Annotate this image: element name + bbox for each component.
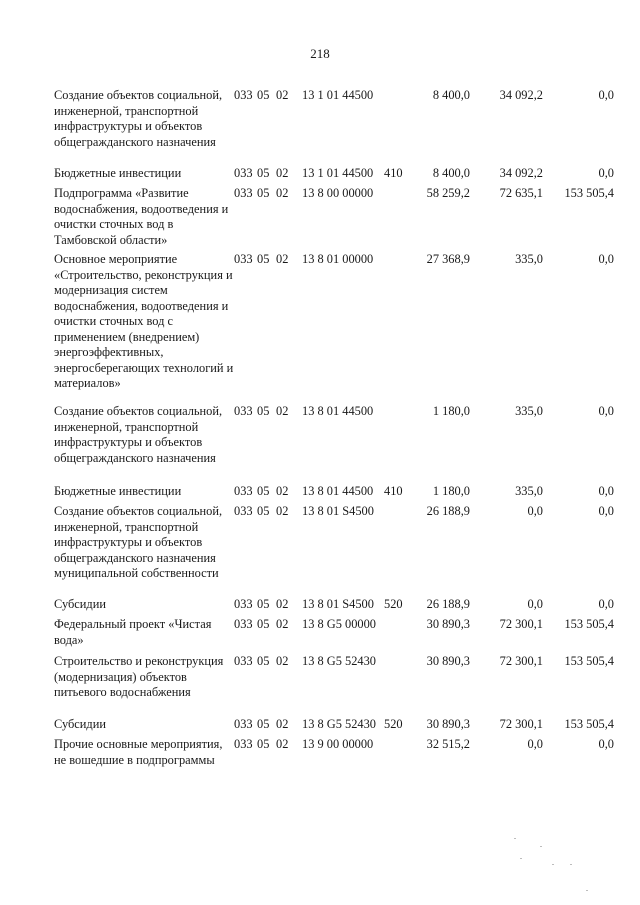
subsection-code: 02 bbox=[276, 404, 289, 418]
amount-year-3: 0,0 bbox=[598, 504, 614, 518]
section-code: 05 bbox=[257, 166, 270, 180]
ministry-code: 033 bbox=[234, 484, 253, 498]
ministry-code: 033 bbox=[234, 186, 253, 200]
ministry-code: 033 bbox=[234, 504, 253, 518]
amount-year-1: 1 180,0 bbox=[432, 484, 470, 498]
row-name: Субсидии bbox=[54, 597, 106, 611]
row-name: Создание объектов социальной, инженерной, транспортной инфраструктуры и объектов общегражданского назначения муниципальной собственности bbox=[54, 504, 223, 580]
expense-type: 520 bbox=[384, 597, 403, 611]
target-article: 13 1 01 44500 bbox=[302, 166, 374, 180]
section-code: 05 bbox=[257, 597, 270, 611]
section-code: 05 bbox=[257, 88, 270, 102]
subsection-code: 02 bbox=[276, 717, 289, 731]
target-article: 13 8 00 00000 bbox=[302, 186, 374, 200]
ministry-code: 033 bbox=[234, 166, 253, 180]
amount-year-2: 72 300,1 bbox=[499, 617, 543, 631]
row-name: Основное мероприятие «Строительство, реконструкция и модернизация систем водоснабжения, водоотведения и очистки сточных вод с применением (внедрением) энергоэффективных, энергосберегающих технологий и материалов» bbox=[54, 252, 234, 390]
amount-year-1: 26 188,9 bbox=[426, 597, 470, 611]
amount-year-1: 58 259,2 bbox=[426, 186, 470, 200]
amount-year-3: 153 505,4 bbox=[564, 654, 614, 668]
amount-year-3: 153 505,4 bbox=[564, 186, 614, 200]
amount-year-2: 0,0 bbox=[527, 504, 543, 518]
amount-year-2: 34 092,2 bbox=[499, 88, 543, 102]
amount-year-2: 34 092,2 bbox=[499, 166, 543, 180]
ministry-code: 033 bbox=[234, 88, 253, 102]
amount-year-1: 1 180,0 bbox=[432, 404, 470, 418]
section-code: 05 bbox=[257, 717, 270, 731]
amount-year-3: 0,0 bbox=[598, 484, 614, 498]
ministry-code: 033 bbox=[234, 717, 253, 731]
amount-year-3: 0,0 bbox=[598, 404, 614, 418]
row-name: Прочие основные мероприятия, не вошедшие в подпрограммы bbox=[54, 737, 223, 767]
target-article: 13 1 01 44500 bbox=[302, 88, 374, 102]
target-article: 13 9 00 00000 bbox=[302, 737, 374, 751]
amount-year-1: 8 400,0 bbox=[432, 166, 470, 180]
amount-year-2: 335,0 bbox=[515, 404, 543, 418]
amount-year-1: 26 188,9 bbox=[426, 504, 470, 518]
target-article: 13 8 G5 52430 bbox=[302, 654, 376, 668]
target-article: 13 8 01 00000 bbox=[302, 252, 374, 266]
amount-year-1: 30 890,3 bbox=[426, 617, 470, 631]
page-number: 218 bbox=[310, 46, 330, 61]
amount-year-1: 27 368,9 bbox=[426, 252, 470, 266]
subsection-code: 02 bbox=[276, 88, 289, 102]
amount-year-3: 0,0 bbox=[598, 166, 614, 180]
row-name: Подпрограмма «Развитие водоснабжения, водоотведения и очистки сточных вод в Тамбовской области» bbox=[54, 186, 229, 247]
target-article: 13 8 G5 52430 bbox=[302, 717, 376, 731]
amount-year-2: 0,0 bbox=[527, 597, 543, 611]
subsection-code: 02 bbox=[276, 166, 289, 180]
subsection-code: 02 bbox=[276, 617, 289, 631]
subsection-code: 02 bbox=[276, 504, 289, 518]
amount-year-2: 72 300,1 bbox=[499, 717, 543, 731]
ministry-code: 033 bbox=[234, 617, 253, 631]
target-article: 13 8 01 S4500 bbox=[302, 597, 374, 611]
section-code: 05 bbox=[257, 504, 270, 518]
subsection-code: 02 bbox=[276, 252, 289, 266]
row-name: Субсидии bbox=[54, 717, 106, 731]
target-article: 13 8 01 44500 bbox=[302, 484, 374, 498]
ministry-code: 033 bbox=[234, 597, 253, 611]
section-code: 05 bbox=[257, 404, 270, 418]
row-name: Бюджетные инвестиции bbox=[54, 166, 182, 180]
amount-year-2: 72 300,1 bbox=[499, 654, 543, 668]
amount-year-3: 0,0 bbox=[598, 252, 614, 266]
section-code: 05 bbox=[257, 186, 270, 200]
amount-year-3: 0,0 bbox=[598, 737, 614, 751]
expense-type: 410 bbox=[384, 484, 403, 498]
subsection-code: 02 bbox=[276, 654, 289, 668]
expense-type: 520 bbox=[384, 717, 403, 731]
subsection-code: 02 bbox=[276, 597, 289, 611]
ministry-code: 033 bbox=[234, 404, 253, 418]
amount-year-3: 153 505,4 bbox=[564, 717, 614, 731]
scan-specks bbox=[500, 820, 600, 900]
amount-year-1: 8 400,0 bbox=[432, 88, 470, 102]
section-code: 05 bbox=[257, 654, 270, 668]
section-code: 05 bbox=[257, 617, 270, 631]
amount-year-2: 335,0 bbox=[515, 252, 543, 266]
row-name: Создание объектов социальной, инженерной, транспортной инфраструктуры и объектов общегражданского назначения bbox=[54, 404, 223, 465]
amount-year-1: 32 515,2 bbox=[426, 737, 470, 751]
section-code: 05 bbox=[257, 737, 270, 751]
amount-year-3: 0,0 bbox=[598, 597, 614, 611]
subsection-code: 02 bbox=[276, 484, 289, 498]
section-code: 05 bbox=[257, 252, 270, 266]
subsection-code: 02 bbox=[276, 737, 289, 751]
ministry-code: 033 bbox=[234, 654, 253, 668]
expense-type: 410 bbox=[384, 166, 403, 180]
target-article: 13 8 01 44500 bbox=[302, 404, 374, 418]
row-name: Федеральный проект «Чистая вода» bbox=[54, 617, 212, 647]
amount-year-1: 30 890,3 bbox=[426, 654, 470, 668]
ministry-code: 033 bbox=[234, 252, 253, 266]
row-name: Строительство и реконструкция (модернизация) объектов питьевого водоснабжения bbox=[54, 654, 224, 699]
amount-year-2: 72 635,1 bbox=[499, 186, 543, 200]
amount-year-3: 153 505,4 bbox=[564, 617, 614, 631]
target-article: 13 8 01 S4500 bbox=[302, 504, 374, 518]
section-code: 05 bbox=[257, 484, 270, 498]
subsection-code: 02 bbox=[276, 186, 289, 200]
ministry-code: 033 bbox=[234, 737, 253, 751]
row-name: Создание объектов социальной, инженерной, транспортной инфраструктуры и объектов общегражданского назначения bbox=[54, 88, 223, 149]
target-article: 13 8 G5 00000 bbox=[302, 617, 376, 631]
amount-year-3: 0,0 bbox=[598, 88, 614, 102]
amount-year-2: 335,0 bbox=[515, 484, 543, 498]
amount-year-2: 0,0 bbox=[527, 737, 543, 751]
row-name: Бюджетные инвестиции bbox=[54, 484, 182, 498]
amount-year-1: 30 890,3 bbox=[426, 717, 470, 731]
